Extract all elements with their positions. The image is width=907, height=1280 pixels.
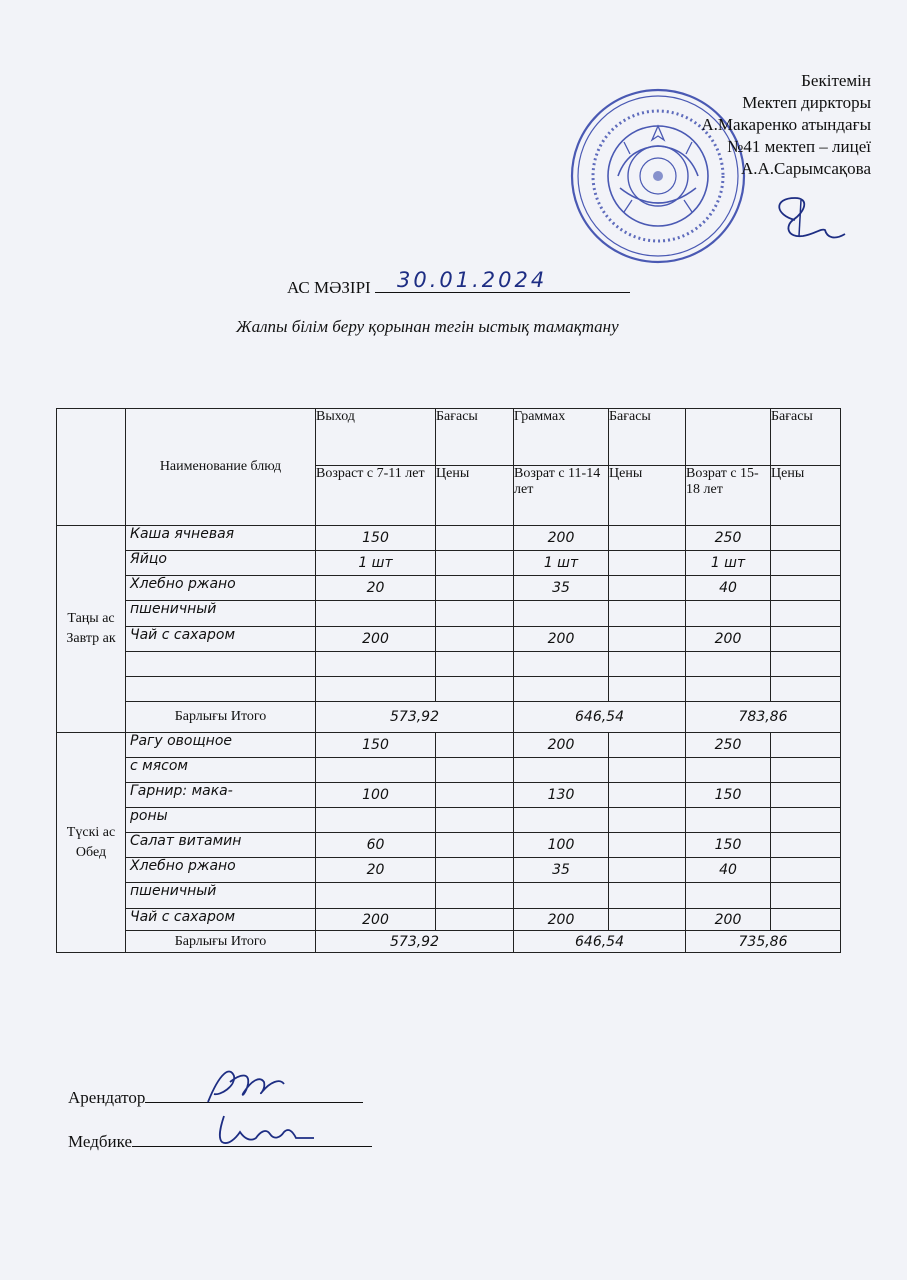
weight-11-14 xyxy=(514,652,609,677)
dish-name: Чай с сахаром xyxy=(126,627,316,652)
weight-11-14 xyxy=(514,677,609,702)
breakfast-meal-label: Таңы ас Завтр ак xyxy=(57,526,126,733)
price-cell xyxy=(436,808,514,833)
price-cell xyxy=(609,883,686,909)
dish-name xyxy=(126,652,316,677)
weight-7-11: 150 xyxy=(316,526,436,551)
total-label: Барлығы Итого xyxy=(126,702,316,733)
table-row xyxy=(57,783,841,808)
price-cell xyxy=(771,652,841,677)
approval-line: Мектеп диркторы xyxy=(742,93,871,112)
weight-15-18: 150 xyxy=(686,833,771,858)
price-cell xyxy=(771,733,841,758)
header-output: Выход xyxy=(316,409,436,466)
tenant-signature xyxy=(200,1062,290,1112)
weight-15-18: 40 xyxy=(686,858,771,883)
breakfast-section xyxy=(57,526,841,733)
price-cell xyxy=(436,551,514,576)
total-row xyxy=(57,931,841,953)
weight-15-18: 200 xyxy=(686,909,771,931)
total-price-11-14: 646,54 xyxy=(514,702,686,733)
price-cell xyxy=(436,652,514,677)
weight-7-11: 60 xyxy=(316,833,436,858)
weight-7-11: 100 xyxy=(316,783,436,808)
table-row xyxy=(57,909,841,931)
menu-table xyxy=(56,408,841,953)
director-signature xyxy=(765,190,850,245)
price-cell xyxy=(436,601,514,627)
weight-15-18 xyxy=(686,652,771,677)
total-price-11-14: 646,54 xyxy=(514,931,686,953)
weight-11-14: 35 xyxy=(514,858,609,883)
dish-name xyxy=(126,677,316,702)
weight-15-18 xyxy=(686,808,771,833)
lunch-meal-label: Түскі ас Обед xyxy=(57,733,126,953)
weight-15-18: 200 xyxy=(686,627,771,652)
table-row xyxy=(57,808,841,833)
price-cell xyxy=(436,677,514,702)
approval-line: А.А.Сарымсақова xyxy=(740,159,871,178)
dish-name: Хлебно ржано xyxy=(126,858,316,883)
price-cell xyxy=(771,783,841,808)
header-price: Бағасы xyxy=(771,409,841,466)
weight-11-14 xyxy=(514,758,609,783)
subtitle: Жалпы білім беру қорынан тегін ыстық тамақтану xyxy=(236,317,619,336)
weight-7-11: 200 xyxy=(316,627,436,652)
weight-7-11: 20 xyxy=(316,858,436,883)
header-blank-cell xyxy=(57,409,126,526)
dish-name: Рагу овощное xyxy=(126,733,316,758)
nurse-signature xyxy=(210,1108,320,1153)
price-cell xyxy=(609,551,686,576)
weight-11-14: 200 xyxy=(514,526,609,551)
total-price-15-18: 735,86 xyxy=(686,931,841,953)
table-row xyxy=(57,576,841,601)
weight-7-11 xyxy=(316,677,436,702)
weight-7-11: 1 шт xyxy=(316,551,436,576)
weight-15-18: 40 xyxy=(686,576,771,601)
price-cell xyxy=(436,883,514,909)
price-cell xyxy=(771,808,841,833)
dish-name: роны xyxy=(126,808,316,833)
weight-15-18: 1 шт xyxy=(686,551,771,576)
weight-11-14 xyxy=(514,601,609,627)
price-cell xyxy=(609,601,686,627)
price-cell xyxy=(609,833,686,858)
header-name: Наименование блюд xyxy=(126,409,316,526)
weight-11-14 xyxy=(514,808,609,833)
weight-15-18 xyxy=(686,677,771,702)
weight-7-11 xyxy=(316,808,436,833)
weight-11-14: 200 xyxy=(514,733,609,758)
approval-block xyxy=(701,70,871,180)
dish-name: Чай с сахаром xyxy=(126,909,316,931)
price-cell xyxy=(436,627,514,652)
weight-15-18: 250 xyxy=(686,526,771,551)
price-cell xyxy=(771,833,841,858)
dish-name: с мясом xyxy=(126,758,316,783)
price-cell xyxy=(771,677,841,702)
total-label: Барлығы Итого xyxy=(126,931,316,953)
lunch-section xyxy=(57,733,841,953)
dish-name: пшеничный xyxy=(126,601,316,627)
header-price: Бағасы xyxy=(436,409,514,466)
header-price: Бағасы xyxy=(609,409,686,466)
weight-11-14: 200 xyxy=(514,909,609,931)
header-age: Возрат с 11-14 лет xyxy=(514,466,609,526)
menu-title xyxy=(287,268,630,298)
table-row xyxy=(57,652,841,677)
price-cell xyxy=(771,551,841,576)
total-price-15-18: 783,86 xyxy=(686,702,841,733)
weight-7-11 xyxy=(316,601,436,627)
weight-11-14: 100 xyxy=(514,833,609,858)
tenant-label: Арендатор xyxy=(68,1088,146,1107)
price-cell xyxy=(436,576,514,601)
price-cell xyxy=(609,808,686,833)
table-row xyxy=(57,833,841,858)
price-cell xyxy=(771,909,841,931)
weight-7-11 xyxy=(316,652,436,677)
dish-name: Хлебно ржано xyxy=(126,576,316,601)
price-cell xyxy=(609,758,686,783)
menu-date: 30.01.2024 xyxy=(396,268,548,292)
header-age: Возраст с 7-11 лет xyxy=(316,466,436,526)
table-row xyxy=(57,551,841,576)
price-cell xyxy=(436,526,514,551)
weight-11-14: 35 xyxy=(514,576,609,601)
price-cell xyxy=(609,652,686,677)
table-row xyxy=(57,883,841,909)
price-cell xyxy=(609,526,686,551)
dish-name: Гарнир: мака- xyxy=(126,783,316,808)
header-prices: Цены xyxy=(436,466,514,526)
price-cell xyxy=(771,858,841,883)
weight-15-18 xyxy=(686,758,771,783)
price-cell xyxy=(771,883,841,909)
price-cell xyxy=(609,909,686,931)
weight-15-18: 150 xyxy=(686,783,771,808)
weight-15-18 xyxy=(686,601,771,627)
price-cell xyxy=(436,858,514,883)
header-age: Возрат с 15-18 лет xyxy=(686,466,771,526)
header-grams: Граммах xyxy=(514,409,609,466)
price-cell xyxy=(771,601,841,627)
total-price-7-11: 573,92 xyxy=(316,702,514,733)
weight-15-18 xyxy=(686,883,771,909)
table-row xyxy=(57,627,841,652)
total-row xyxy=(57,702,841,733)
date-field xyxy=(375,268,630,293)
approval-line: Бекітемін xyxy=(801,71,871,90)
dish-name: Каша ячневая xyxy=(126,526,316,551)
approval-line: А.Макаренко атындағы xyxy=(701,115,871,134)
weight-11-14: 1 шт xyxy=(514,551,609,576)
weight-7-11 xyxy=(316,758,436,783)
price-cell xyxy=(771,576,841,601)
table-row xyxy=(57,758,841,783)
dish-name: Салат витамин xyxy=(126,833,316,858)
price-cell xyxy=(609,677,686,702)
menu-title-label: АС МӘЗІРІ xyxy=(287,278,371,297)
price-cell xyxy=(609,576,686,601)
table-header-row xyxy=(57,409,841,466)
price-cell xyxy=(771,627,841,652)
price-cell xyxy=(609,783,686,808)
price-cell xyxy=(771,526,841,551)
weight-11-14: 130 xyxy=(514,783,609,808)
price-cell xyxy=(436,833,514,858)
approval-line: №41 мектеп – лицеї xyxy=(727,137,871,156)
price-cell xyxy=(436,733,514,758)
price-cell xyxy=(609,733,686,758)
price-cell xyxy=(609,627,686,652)
nurse-label: Медбике xyxy=(68,1132,132,1151)
weight-7-11 xyxy=(316,883,436,909)
weight-15-18: 250 xyxy=(686,733,771,758)
weight-7-11: 20 xyxy=(316,576,436,601)
price-cell xyxy=(771,758,841,783)
weight-11-14 xyxy=(514,883,609,909)
dish-name: пшеничный xyxy=(126,883,316,909)
header-blank xyxy=(686,409,771,466)
weight-7-11: 200 xyxy=(316,909,436,931)
price-cell xyxy=(436,783,514,808)
weight-11-14: 200 xyxy=(514,627,609,652)
weight-7-11: 150 xyxy=(316,733,436,758)
table-row xyxy=(57,733,841,758)
header-prices: Цены xyxy=(771,466,841,526)
dish-name: Яйцо xyxy=(126,551,316,576)
table-row xyxy=(57,677,841,702)
price-cell xyxy=(436,758,514,783)
price-cell xyxy=(436,909,514,931)
table-row xyxy=(57,858,841,883)
table-row xyxy=(57,601,841,627)
price-cell xyxy=(609,858,686,883)
total-price-7-11: 573,92 xyxy=(316,931,514,953)
header-prices: Цены xyxy=(609,466,686,526)
table-row xyxy=(57,526,841,551)
